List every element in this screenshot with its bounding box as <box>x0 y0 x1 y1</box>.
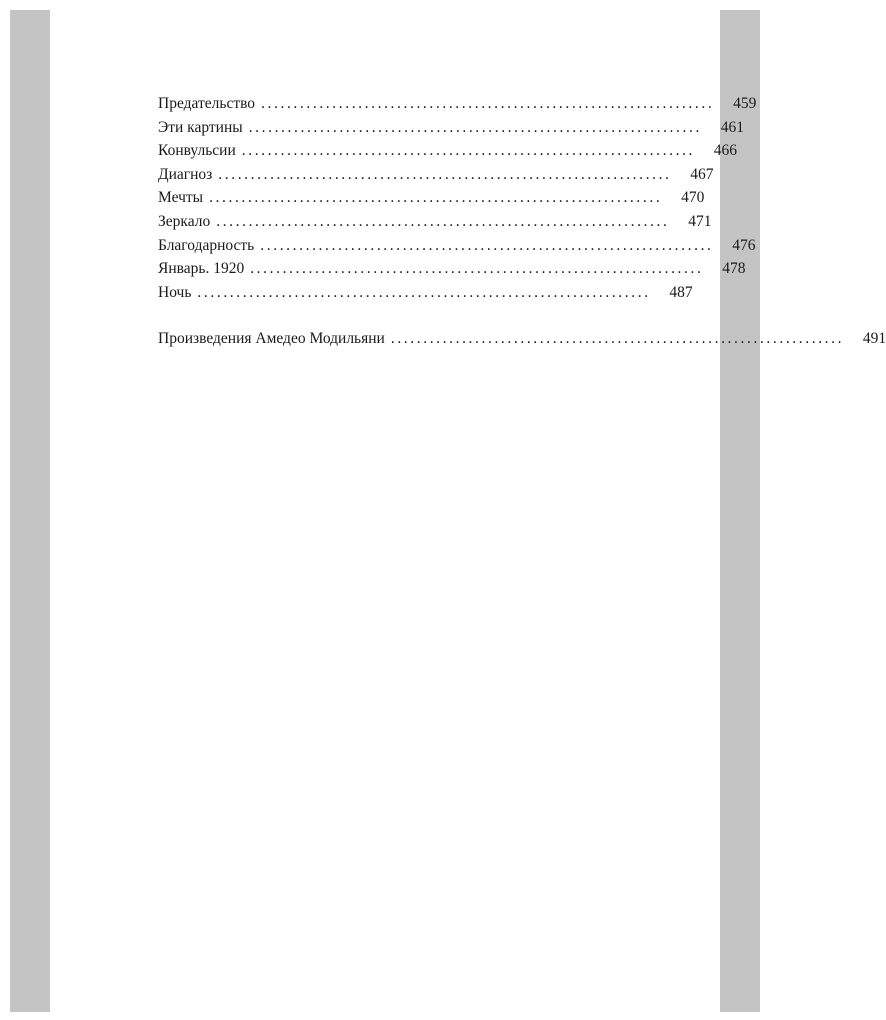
toc-entry-title: Диагноз <box>158 165 213 183</box>
toc-entry <box>158 281 693 305</box>
toc-entry <box>158 116 744 140</box>
toc-entry-title: Зеркало <box>158 212 211 230</box>
toc-entry-page: 471 <box>688 212 712 230</box>
toc-entry-page: 491 <box>862 330 886 348</box>
toc-entry <box>158 234 756 258</box>
toc-entry-title: Благодарность <box>158 236 255 254</box>
toc-appendix-entry <box>158 327 886 351</box>
table-of-contents <box>158 92 886 351</box>
toc-entry-title: Предательство <box>158 95 256 112</box>
toc-entry-page: 470 <box>681 189 705 207</box>
toc-entry-title: Январь. 1920 <box>158 260 245 278</box>
book-page <box>50 10 886 1012</box>
toc-entry <box>158 210 712 234</box>
toc-entry-title: Произведения Амедео Модильяни <box>158 330 385 348</box>
toc-entry-page: 459 <box>733 95 757 112</box>
dot-leader: ...................................................................... <box>216 212 670 230</box>
dot-leader: ...................................................................... <box>209 189 663 207</box>
toc-entry <box>158 186 705 210</box>
toc-entry <box>158 92 757 116</box>
dot-leader: ...................................................................... <box>250 260 704 278</box>
toc-entry-title: Конвульсии <box>158 142 236 160</box>
toc-entry-page: 467 <box>690 165 714 183</box>
dot-leader: ...................................................................... <box>390 330 845 348</box>
toc-entry-page: 476 <box>732 236 756 254</box>
toc-entry-page: 466 <box>713 142 737 160</box>
toc-entry-page: 478 <box>722 260 746 278</box>
toc-entry-title: Эти картины <box>158 118 243 136</box>
dot-leader: ...................................................................... <box>260 236 714 254</box>
toc-entry-page: 487 <box>669 283 693 301</box>
toc-entry-title: Мечты <box>158 189 204 207</box>
dot-leader: ...................................................................... <box>197 283 651 301</box>
toc-entry-page: 461 <box>720 118 744 136</box>
section-spacer <box>158 304 648 327</box>
toc-entry-title: Ночь <box>158 283 192 301</box>
dot-leader: ...................................................................... <box>218 165 672 183</box>
toc-entry <box>158 139 737 163</box>
dot-leader: ...................................................................... <box>248 118 702 136</box>
toc-entry <box>158 163 714 187</box>
dot-leader: ...................................................................... <box>261 95 715 112</box>
left-margin-bar <box>10 10 50 1012</box>
dot-leader: ...................................................................... <box>241 142 695 160</box>
toc-entry <box>158 257 746 281</box>
